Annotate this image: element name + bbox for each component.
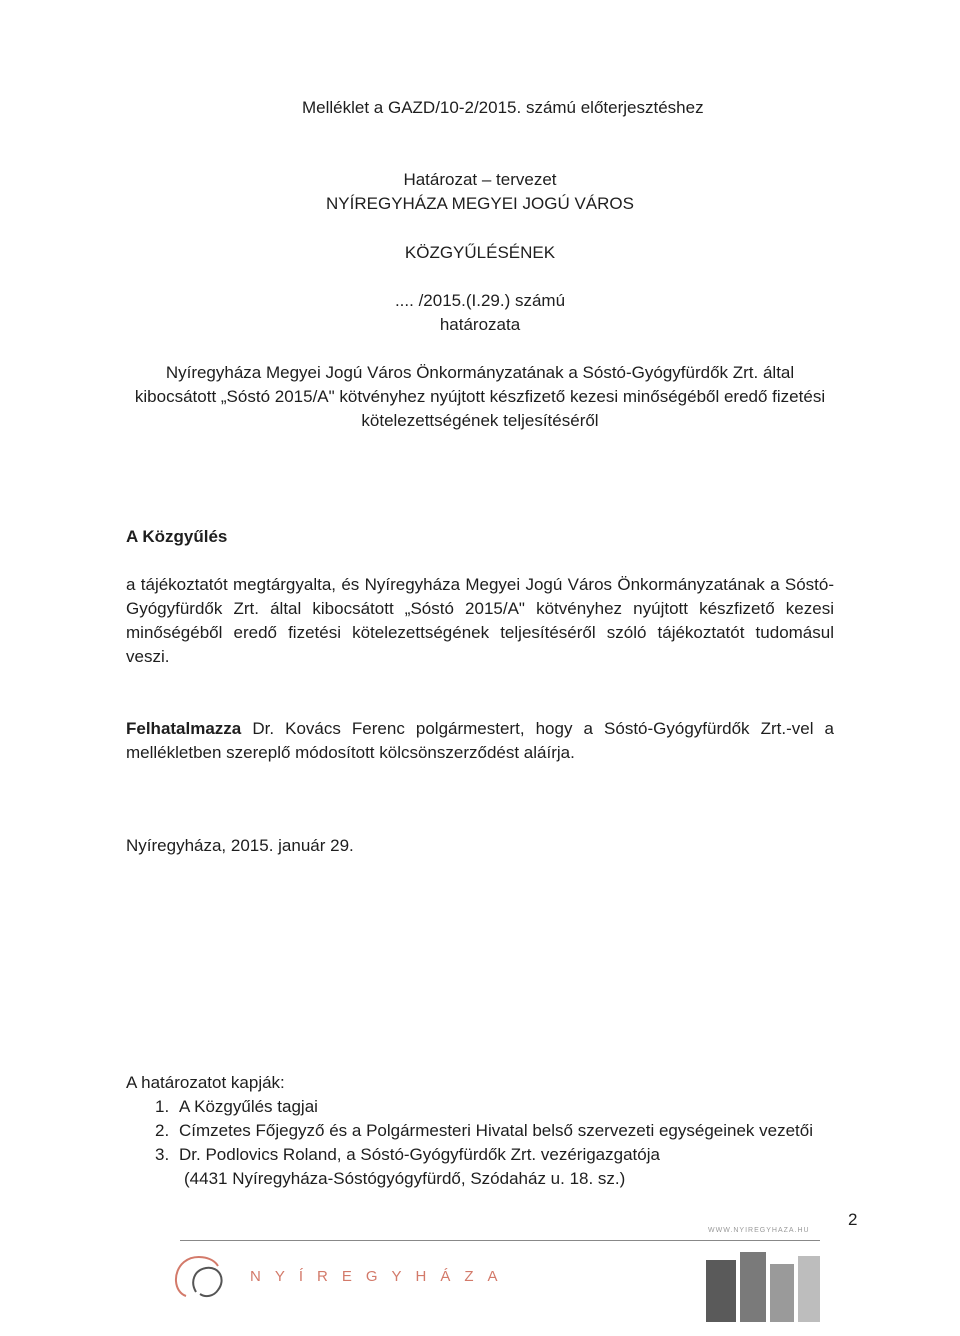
resolution-number: .... /2015.(I.29.) számú xyxy=(394,291,566,310)
recipient-address: (4431 Nyíregyháza-Sóstógyógyfürdő, Szódaház u. 18. sz.) xyxy=(184,1169,626,1188)
title-line-2: NYÍREGYHÁZA MEGYEI JOGÚ VÁROS xyxy=(326,194,634,213)
title-line-3: KÖZGYŰLÉSÉNEK xyxy=(404,243,556,262)
footer-divider xyxy=(180,1240,820,1241)
authorization-paragraph xyxy=(126,717,834,765)
subject-line-1: Nyíregyháza Megyei Jogú Város Önkormányzatának a Sóstó-Gyógyfürdők Zrt. által xyxy=(165,363,795,382)
decision-paragraph: a tájékoztatót megtárgyalta, és Nyíregyháza Megyei Jogú Város Önkormányzatának a Sóstó-Gyógyfürdők Zrt. által kibocsátott „Sóstó 2015/A" kötvényhez nyújtott készfizető kezesi minőségéből eredő fizetési kötelezettségének teljesítéséről szóló tájékoztatót tudomásul veszi. xyxy=(126,575,834,666)
recipient-text: Címzetes Főjegyző és a Polgármesteri Hivatal belső szervezeti egységeinek vezetői xyxy=(179,1121,814,1140)
recipient-item xyxy=(155,1143,660,1167)
recipient-number: 3. xyxy=(155,1145,170,1164)
place-date: Nyíregyháza, 2015. január 29. xyxy=(126,836,354,855)
footer-brand: NYÍREGYHÁZA xyxy=(250,1268,512,1285)
resolution-label: határozata xyxy=(439,315,521,334)
recipients-heading: A határozatot kapják: xyxy=(126,1073,285,1092)
recipient-item xyxy=(155,1095,318,1119)
recipient-number: 2. xyxy=(155,1121,170,1140)
city-logo-icon xyxy=(168,1252,238,1306)
page-number: 2 xyxy=(848,1210,858,1229)
title-line-1: Határozat – tervezet xyxy=(403,170,557,189)
recipient-number: 1. xyxy=(155,1097,170,1116)
attachment-note: Melléklet a GAZD/10-2/2015. számú előterjesztéshez xyxy=(302,98,704,117)
authorization-keyword: Felhatalmazza xyxy=(126,719,242,738)
recipient-item xyxy=(155,1119,813,1143)
authorization-text: Dr. Kovács Ferenc polgármestert, hogy a Sóstó-Gyógyfürdők Zrt.-vel a mellékletben szereplő módosított kölcsönszerződést aláírja. xyxy=(126,719,834,762)
recipient-text: Dr. Podlovics Roland, a Sóstó-Gyógyfürdők Zrt. vezérigazgatója xyxy=(179,1145,660,1164)
recipient-text: A Közgyűlés tagjai xyxy=(179,1097,318,1116)
assembly-heading: A Közgyűlés xyxy=(126,527,228,546)
subject-line-2: kibocsátott „Sóstó 2015/A" kötvényhez nyújtott készfizető kezesi minőségéből eredő fizetési xyxy=(134,387,826,406)
footer-decoration xyxy=(706,1252,826,1322)
footer-website: WWW.NYIREGYHAZA.HU xyxy=(708,1227,810,1234)
subject-line-3: kötelezettségének teljesítéséről xyxy=(361,411,599,430)
